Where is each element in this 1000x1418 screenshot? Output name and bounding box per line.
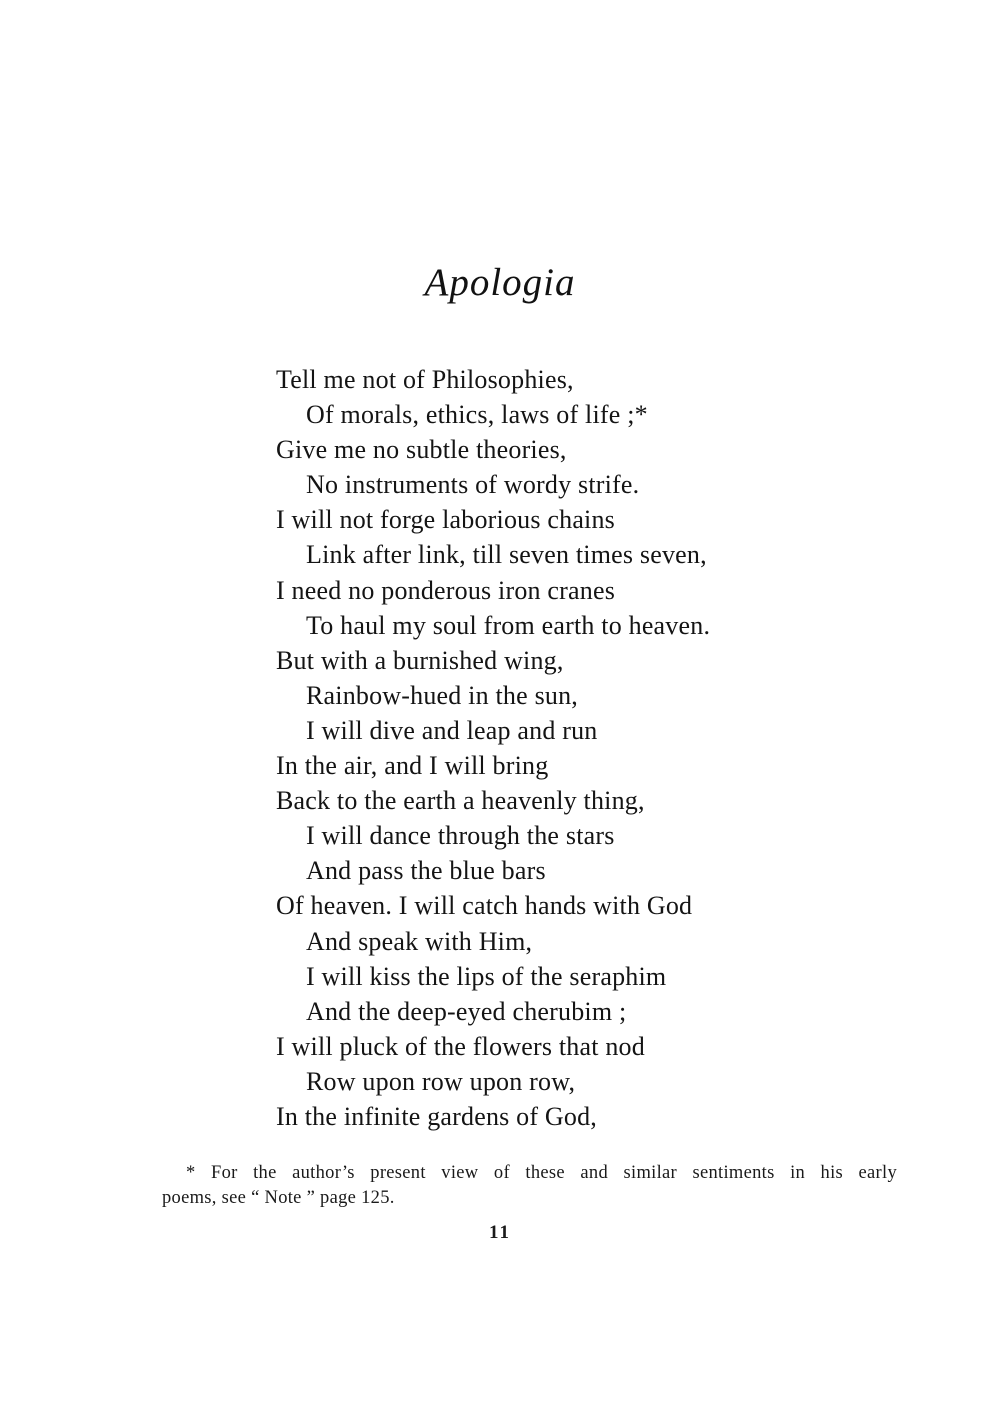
poem-line: I will kiss the lips of the seraphim bbox=[306, 961, 667, 991]
poem-line: I will not forge laborious chains bbox=[276, 505, 616, 535]
poem-line: I need no ponderous iron cranes bbox=[276, 575, 616, 605]
poem-line: Of morals, ethics, laws of life ;* bbox=[306, 400, 648, 430]
poem-line: I will dive and leap and run bbox=[306, 715, 598, 745]
poem-line: In the infinite gardens of God, bbox=[276, 1101, 598, 1131]
page-number: 11 bbox=[489, 1222, 511, 1243]
poem-title: Apologia bbox=[424, 261, 576, 304]
poem-line: And pass the blue bars bbox=[306, 856, 546, 886]
poem-line: Link after link, till seven times seven, bbox=[306, 540, 707, 570]
poem-line: Row upon row upon row, bbox=[306, 1066, 576, 1096]
poem-line: No instruments of wordy strife. bbox=[306, 470, 640, 500]
poem-line: I will pluck of the flowers that nod bbox=[276, 1031, 645, 1061]
poem-line: Rainbow-hued in the sun, bbox=[306, 680, 578, 710]
poem-line: Back to the earth a heavenly thing, bbox=[276, 786, 645, 816]
poem-line: To haul my soul from earth to heaven. bbox=[306, 610, 711, 640]
footnote-line-1: * For the author’s present view of these and similar sentiments in his early bbox=[186, 1163, 897, 1183]
poem-line: Tell me not of Philosophies, bbox=[276, 365, 574, 394]
footnote bbox=[162, 1161, 897, 1211]
poem-line: I will dance through the stars bbox=[306, 821, 615, 851]
footnote-line-2: poems, see “ Note ” page 125. bbox=[162, 1188, 395, 1208]
poem-line: In the air, and I will bring bbox=[276, 751, 549, 781]
poem-line: But with a burnished wing, bbox=[276, 645, 564, 675]
poem-body bbox=[276, 362, 896, 1134]
poem-line: And speak with Him, bbox=[306, 926, 533, 956]
poem-line: Give me no subtle theories, bbox=[276, 435, 567, 465]
poem-line: And the deep-eyed cherubim ; bbox=[306, 996, 627, 1026]
poem-line: Of heaven. I will catch hands with God bbox=[276, 891, 693, 921]
